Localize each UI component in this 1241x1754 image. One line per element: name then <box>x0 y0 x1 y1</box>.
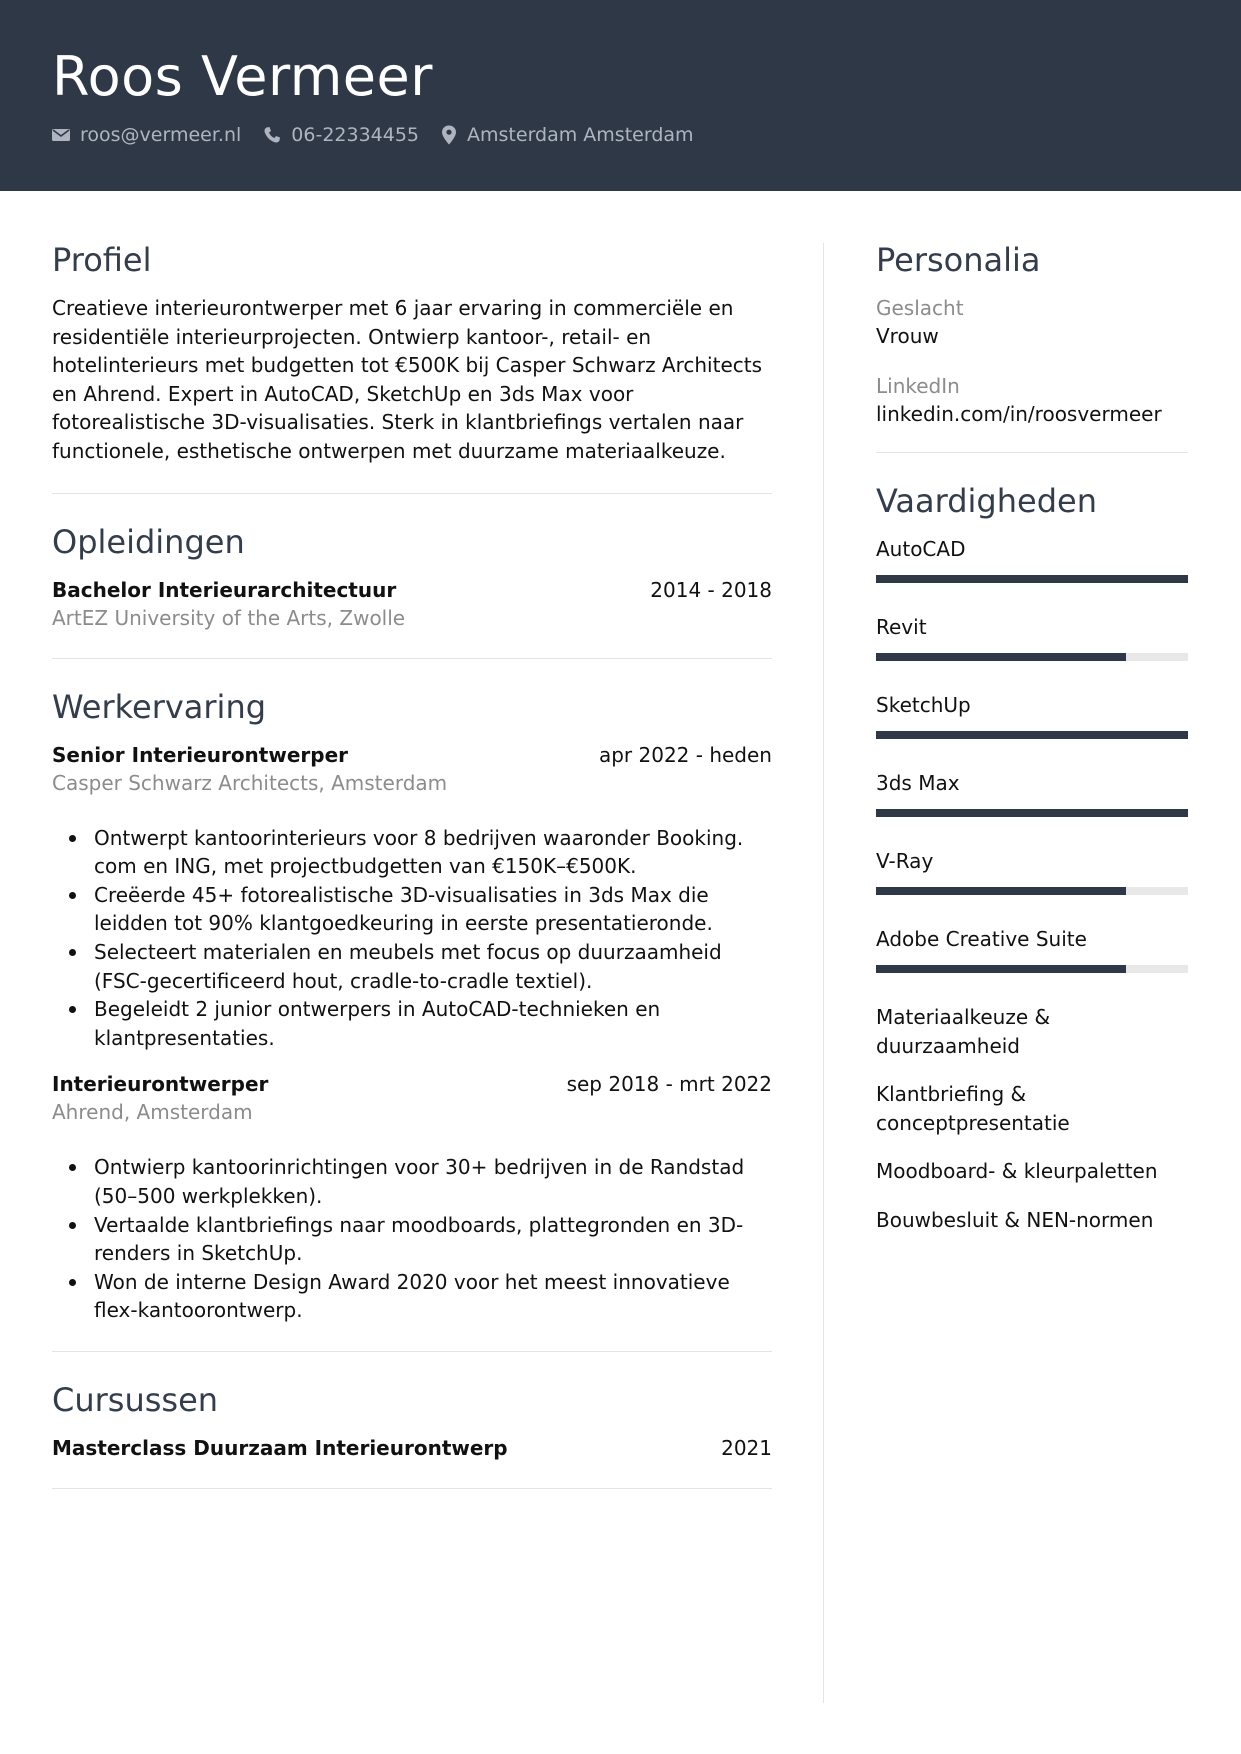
entry-header <box>52 1070 772 1098</box>
section-title: Opleidingen <box>52 522 245 561</box>
job-employer: Casper Schwarz Architects, Amsterdam <box>52 770 448 795</box>
section-title: Cursussen <box>52 1380 219 1419</box>
skill-item <box>876 769 1188 817</box>
education-institution: ArtEZ University of the Arts, Zwolle <box>52 605 406 630</box>
entry-header <box>52 741 772 769</box>
section-divider <box>52 658 772 659</box>
skill-bar-fill <box>876 965 1126 973</box>
skill-item <box>876 691 1188 739</box>
list-item: Selecteert materialen en meubels met focus op duurzaamheid (FSC-gecertificeerd hout, cradle-to-cradle textiel). <box>52 938 772 995</box>
skill-bar-fill <box>876 731 1188 739</box>
skill-name: V-Ray <box>876 849 934 873</box>
section-opleidingen <box>52 520 772 632</box>
section-divider <box>876 452 1188 453</box>
skill-bar-fill <box>876 575 1188 583</box>
main-column <box>52 238 772 1489</box>
section-title: Vaardigheden <box>876 482 1097 520</box>
sidebar-column <box>876 238 1188 1235</box>
course-date: 2021 <box>721 1435 772 1460</box>
section-werkervaring <box>52 685 772 1325</box>
email-text: roos@vermeer.nl <box>80 124 242 146</box>
location-text: Amsterdam Amsterdam <box>467 124 694 146</box>
job-bullets <box>52 1153 772 1325</box>
list-item: Vertaalde klantbriefings naar moodboards, plattegronden en 3D-renders in SketchUp. <box>52 1211 772 1268</box>
job-bullets <box>52 824 772 1053</box>
job-date: apr 2022 - heden <box>598 742 772 767</box>
skill-text: Bouwbesluit & NEN-normen <box>876 1207 1154 1232</box>
personal-label: LinkedIn <box>876 374 960 398</box>
entry-header <box>52 1434 772 1462</box>
personal-item <box>876 294 1188 350</box>
contact-email[interactable] <box>52 124 241 146</box>
list-item: Creëerde 45+ fotorealistische 3D-visualisaties in 3ds Max die leidden tot 90% klantgoedkeuring in eerste presentatieronde. <box>52 881 772 938</box>
contact-bar <box>52 122 716 148</box>
section-title: Profiel <box>52 241 152 279</box>
skill-item <box>876 613 1188 661</box>
list-item: Won de interne Design Award 2020 voor het meest innovatieve flex-kantoorontwerp. <box>52 1268 772 1325</box>
education-date: 2014 - 2018 <box>650 577 772 602</box>
skill-bar <box>876 731 1188 739</box>
phone-text: 06-22334455 <box>291 124 420 146</box>
skill-bar-fill <box>876 887 1126 895</box>
skill-name: Adobe Creative Suite <box>876 927 1087 951</box>
job-employer: Ahrend, Amsterdam <box>52 1100 253 1125</box>
skill-bar-fill <box>876 809 1188 817</box>
skill-name: SketchUp <box>876 693 971 717</box>
section-title: Personalia <box>876 241 1041 279</box>
section-divider <box>52 1351 772 1352</box>
personal-value: Vrouw <box>876 324 939 348</box>
skill-item <box>876 925 1188 973</box>
skill-text: Moodboard- & kleurpaletten <box>876 1159 1158 1184</box>
section-personalia <box>876 238 1188 428</box>
personal-item <box>876 372 1188 428</box>
job-date: sep 2018 - mrt 2022 <box>566 1072 772 1097</box>
skill-bar <box>876 887 1188 895</box>
section-profiel <box>52 238 772 466</box>
section-cursussen <box>52 1378 772 1462</box>
education-entry <box>52 576 772 632</box>
skill-bar <box>876 965 1188 973</box>
skill-item <box>876 847 1188 895</box>
contact-phone[interactable] <box>263 124 419 146</box>
skill-text: Materiaalkeuze & duurzaamheid <box>876 1005 1051 1058</box>
course-entry <box>52 1434 772 1462</box>
skill-name: AutoCAD <box>876 537 966 561</box>
personal-label: Geslacht <box>876 296 964 320</box>
phone-icon <box>263 126 291 144</box>
linkedin-link[interactable]: linkedin.com/in/roosvermeer <box>876 402 1162 426</box>
skill-bar <box>876 575 1188 583</box>
course-title: Masterclass Duurzaam Interieurontwerp <box>52 1435 508 1460</box>
map-pin-icon <box>441 125 467 145</box>
skill-name: 3ds Max <box>876 771 960 795</box>
skill-name: Revit <box>876 615 927 639</box>
list-item: Ontwierp kantoorinrichtingen voor 30+ bedrijven in de Randstad (50–500 werkplekken). <box>52 1153 772 1210</box>
section-divider <box>52 1488 772 1489</box>
job-entry <box>52 1070 772 1325</box>
skill-bar-fill <box>876 653 1126 661</box>
job-entry <box>52 741 772 1053</box>
skill-item <box>876 535 1188 583</box>
envelope-icon <box>52 128 80 142</box>
job-title: Interieurontwerper <box>52 1072 269 1097</box>
list-item: Begeleidt 2 junior ontwerpers in AutoCAD-technieken en klantpresentaties. <box>52 995 772 1052</box>
candidate-name: Roos Vermeer <box>52 45 433 108</box>
entry-header <box>52 576 772 604</box>
contact-location <box>441 124 694 146</box>
list-item: Ontwerpt kantoorinterieurs voor 8 bedrijven waaronder Booking. com en ING, met projectbudgetten van €150K–€500K. <box>52 824 772 881</box>
section-vaardigheden <box>876 479 1188 1235</box>
skill-bar <box>876 809 1188 817</box>
profile-text: Creatieve interieurontwerper met 6 jaar ervaring in commerciële en residentiële interieurprojecten. Ontwierp kantoor-, retail- en hotelinterieurs met budgetten tot €500K bij Casper Schwarz Architects en Ahrend. Expert in AutoCAD, SketchUp en 3ds Max voor fotorealistische 3D-visualisaties. Sterk in klantbriefings vertalen naar functionele, esthetische ontwerpen met duurzame materiaalkeuze. <box>52 296 763 463</box>
section-title: Werkervaring <box>52 687 267 726</box>
job-title: Senior Interieurontwerper <box>52 742 349 767</box>
section-divider <box>52 493 772 494</box>
skill-text: Klantbriefing & conceptpresentatie <box>876 1082 1070 1135</box>
skill-bar <box>876 653 1188 661</box>
header <box>0 0 1241 191</box>
column-divider <box>823 243 824 1703</box>
education-title: Bachelor Interieurarchitectuur <box>52 577 397 602</box>
